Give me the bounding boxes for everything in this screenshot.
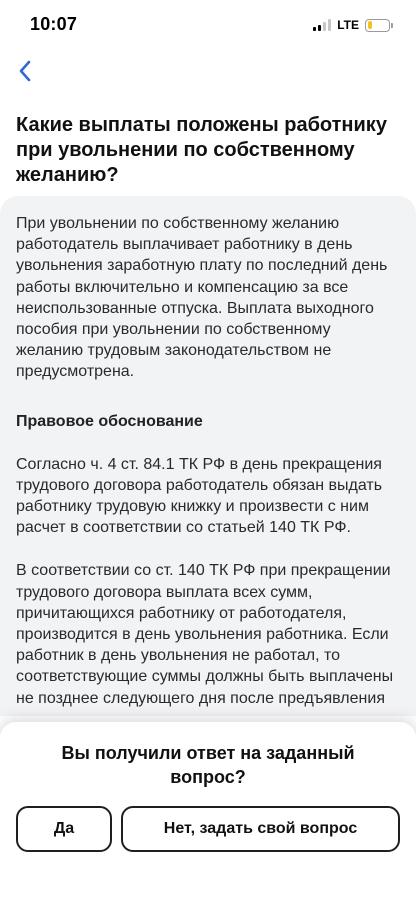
signal-strength-icon (313, 19, 331, 31)
ask-own-question-button[interactable]: Нет, задать свой вопрос (121, 806, 400, 852)
yes-button[interactable]: Да (16, 806, 112, 852)
chevron-left-icon (18, 60, 32, 82)
back-button[interactable] (10, 56, 40, 86)
legal-basis-heading: Правовое обоснование (16, 412, 203, 430)
status-bar (0, 0, 416, 48)
feedback-sheet (0, 722, 416, 900)
answer-card (0, 196, 416, 716)
legal-paragraph: Согласно ч. 4 ст. 84.1 ТК РФ в день прекращения трудового договора работодатель обязан выдать работнику трудовую книжку и произвести с ним расчет в соответствии со статьей 140 ТК РФ. (16, 455, 383, 537)
status-time: 10:07 (30, 14, 78, 34)
answer-summary: При увольнении по собственному желанию работодатель выплачивает работнику в день увольнения заработную плату по последний день работы включительно и компенсацию за все неиспользованные отпуска. Выплата выходного пособия при увольнении по собственному желанию трудовым законодательством не предусмотрена. (16, 215, 388, 381)
feedback-question: Вы получили ответ на заданный вопрос? (61, 743, 355, 787)
battery-icon (365, 19, 390, 32)
page-title: Какие выплаты положены работнику при увольнении по собственному желанию? (16, 114, 387, 186)
network-type-label: LTE (337, 18, 359, 32)
answer-content (0, 196, 416, 709)
legal-paragraph: В соответствии со ст. 140 ТК РФ при прекращении трудового договора выплата всех сумм, причитающихся работнику от работодателя, производится в день увольнения работника. Если работник в день увольнения не работал, то соответствующие суммы должны быть выплачены не позднее следующего дня после предъявления (16, 562, 394, 707)
battery-level (368, 21, 372, 29)
status-indicators (313, 16, 390, 34)
